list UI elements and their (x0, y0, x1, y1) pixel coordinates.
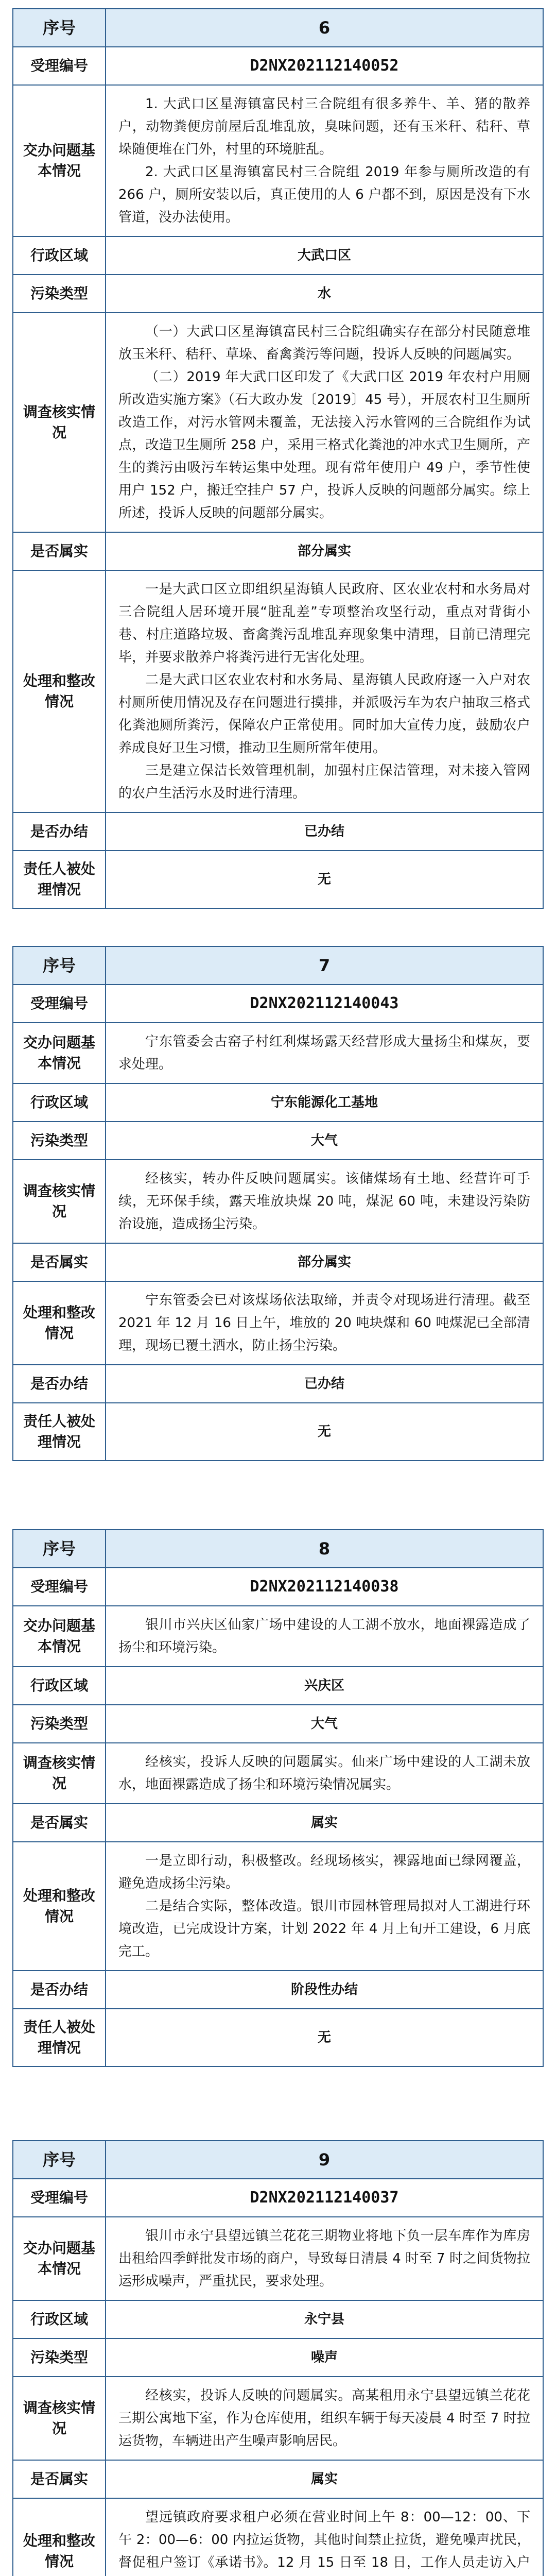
row-region (13, 1084, 543, 1122)
value-seq: 8 (318, 1539, 331, 1558)
value-pollution: 大气 (310, 1716, 338, 1732)
value-verified: 属实 (310, 1815, 338, 1831)
row-issue (13, 2217, 543, 2301)
label-handling: 处理和整改情况 (13, 1842, 106, 1970)
value-issue (106, 86, 543, 236)
value-case-no: D2NX202112140043 (250, 994, 399, 1012)
row-closed (13, 1365, 543, 1403)
value-accountability: 无 (317, 872, 331, 887)
row-closed (13, 1971, 543, 2009)
value-seq: 7 (318, 956, 331, 975)
label-accountability: 责任人被处理情况 (13, 851, 106, 908)
label-closed: 是否办结 (13, 813, 106, 850)
investigation-paragraph: （一）大武口区星海镇富民村三合院组确实存在部分村民随意堆放玉米秆、秸秆、草垛、畜禽粪污等问题，投诉人反映的问题属实。 (118, 324, 530, 362)
row-verified (13, 1804, 543, 1842)
value-case-no: D2NX202112140037 (250, 2189, 399, 2207)
label-region: 行政区域 (13, 2301, 106, 2338)
row-verified (13, 533, 543, 571)
label-verified: 是否属实 (13, 1804, 106, 1841)
label-seq: 序号 (13, 9, 106, 46)
value-handling (106, 1842, 543, 1970)
handling-paragraph: 二是结合实际，整体改造。银川市园林管理局拟对人工湖进行环境改造，已完成设计方案，计划 2022 年 4 月上旬开工建设，6 月底完工。 (118, 1899, 530, 1959)
row-seq (13, 2141, 543, 2179)
label-verified: 是否属实 (13, 2461, 106, 2498)
label-region: 行政区域 (13, 1084, 106, 1121)
case-card (12, 1529, 544, 2067)
label-accountability: 责任人被处理情况 (13, 2009, 106, 2066)
row-investigation (13, 313, 543, 533)
label-pollution: 污染类型 (13, 1705, 106, 1742)
value-case-no: D2NX202112140052 (250, 57, 399, 75)
value-accountability: 无 (317, 1424, 331, 1439)
label-pollution: 污染类型 (13, 2339, 106, 2376)
case-card (12, 8, 544, 909)
row-seq (13, 1530, 543, 1568)
row-case-no (13, 2179, 543, 2217)
row-region (13, 237, 543, 275)
label-seq: 序号 (13, 1530, 106, 1567)
label-issue: 交办问题基本情况 (13, 1023, 106, 1083)
row-handling (13, 1842, 543, 1971)
value-closed: 已办结 (304, 824, 344, 839)
case-card (12, 2140, 544, 2576)
value-accountability: 无 (317, 2030, 331, 2045)
value-seq: 6 (318, 18, 331, 38)
row-issue (13, 86, 543, 237)
label-handling: 处理和整改情况 (13, 2499, 106, 2576)
label-case-no: 受理编号 (13, 47, 106, 84)
value-closed: 阶段性办结 (290, 1982, 358, 1997)
row-handling (13, 571, 543, 813)
handling-paragraph: 一是立即行动，积极整改。经现场核实，裸露地面已绿网覆盖，避免造成扬尘污染。 (118, 1853, 530, 1891)
issue-paragraph: 2. 大武口区星海镇富民村三合院组 2019 年参与厕所改造的有 266 户，厕所安装以后，真正使用的人 6 户都不到，原因是没有下水管道，没办法使用。 (118, 164, 530, 225)
label-case-no: 受理编号 (13, 2179, 106, 2216)
value-investigation (106, 1160, 543, 1243)
issue-paragraph: 宁东管委会古窑子村红利煤场露天经营形成大量扬尘和煤灰，要求处理。 (118, 1034, 530, 1072)
label-accountability: 责任人被处理情况 (13, 1403, 106, 1460)
row-pollution (13, 2339, 543, 2377)
row-verified (13, 2461, 543, 2499)
label-pollution: 污染类型 (13, 1122, 106, 1159)
handling-paragraph: 一是大武口区立即组织星海镇人民政府、区农业农村和水务局对三合院组人居环境开展“脏乱差”专项整治攻坚行动，重点对背街小巷、村庄道路垃圾、畜禽粪污乱堆乱弃现象集中清理，目前已清理完毕，并要求散养户将粪污进行无害化处理。 (118, 582, 530, 665)
row-seq (13, 9, 543, 47)
label-issue: 交办问题基本情况 (13, 86, 106, 236)
label-verified: 是否属实 (13, 1244, 106, 1281)
row-investigation (13, 2377, 543, 2461)
investigation-paragraph: 经核实，投诉人反映的问题属实。高某租用永宁县望远镇兰花花三期公寓地下室，作为仓库使用，组织车辆于每天凌晨 4 时至 7 时拉运货物，车辆进出产生噪声影响居民。 (118, 2388, 530, 2449)
value-verified: 部分属实 (297, 1255, 351, 1270)
value-pollution: 大气 (310, 1133, 338, 1148)
label-seq: 序号 (13, 947, 106, 984)
value-region: 大武口区 (297, 248, 351, 263)
label-region: 行政区域 (13, 237, 106, 274)
value-issue (106, 1023, 543, 1083)
label-verified: 是否属实 (13, 533, 106, 570)
value-issue (106, 2217, 543, 2300)
row-case-no (13, 1568, 543, 1606)
investigation-paragraph: 经核实，转办件反映问题属实。该储煤场有土地、经营许可手续，无环保手续，露天堆放块煤 20 吨，煤泥 60 吨，未建设污染防治设施，造成扬尘污染。 (118, 1171, 530, 1232)
label-seq: 序号 (13, 2141, 106, 2178)
case-card (12, 946, 544, 1461)
value-investigation (106, 1743, 543, 1803)
label-handling: 处理和整改情况 (13, 571, 106, 812)
row-issue (13, 1606, 543, 1667)
row-accountability (13, 851, 543, 908)
label-handling: 处理和整改情况 (13, 1282, 106, 1364)
row-investigation (13, 1160, 543, 1244)
value-case-no: D2NX202112140038 (250, 1578, 399, 1596)
label-closed: 是否办结 (13, 1971, 106, 2008)
row-issue (13, 1023, 543, 1084)
row-handling (13, 2499, 543, 2576)
value-closed: 已办结 (304, 1376, 344, 1392)
value-pollution: 水 (317, 286, 331, 301)
row-case-no (13, 985, 543, 1023)
row-accountability (13, 2009, 543, 2066)
handling-paragraph: 二是大武口区农业农村和水务局、星海镇人民政府逐一入户对农村厕所使用情况及存在问题进行摸排，并派吸污车为农户抽取三格式化粪池厕所粪污，保障农户正常使用。同时加大宣传力度，鼓励农户养成良好卫生习惯，推动卫生厕所常年使用。 (118, 672, 530, 756)
label-investigation: 调查核实情况 (13, 313, 106, 532)
label-region: 行政区域 (13, 1667, 106, 1704)
label-case-no: 受理编号 (13, 985, 106, 1022)
issue-paragraph: 1. 大武口区星海镇富民村三合院组有很多养牛、羊、猪的散养户，动物粪便房前屋后乱堆乱放，臭味问题，还有玉米秆、秸秆、草垛随便堆在门外，村里的环境脏乱。 (118, 96, 530, 157)
row-verified (13, 1244, 543, 1282)
value-investigation (106, 2377, 543, 2460)
label-issue: 交办问题基本情况 (13, 2217, 106, 2300)
issue-paragraph: 银川市永宁县望远镇兰花花三期物业将地下负一层车库作为库房出租给四季鲜批发市场的商户，导致每日清晨 4 时至 7 时之间货物拉运形成噪声，严重扰民，要求处理。 (118, 2228, 530, 2289)
row-pollution (13, 1705, 543, 1743)
value-region: 永宁县 (304, 2312, 344, 2327)
value-handling (106, 571, 543, 812)
investigation-paragraph: （二）2019 年大武口区印发了《大武口区 2019 年农村户用厕所改造实施方案》（石大政办发〔2019〕45 号），开展农村卫生厕所改造工作，对污水管网未覆盖，无法接入污水管网的三合院组作为试点，改造卫生厕所 258 户，采用三格式化粪池的冲水式卫生厕所，产生的粪污由吸污车转运集中处理。现有常年使用户 49 户，季节性使用户 152 户，搬迁空挂户 57 户，投诉人反映的问题部分属实。综上所述，投诉人反映的问题部分属实。 (118, 369, 530, 521)
investigation-paragraph: 经核实，投诉人反映的问题属实。仙来广场中建设的人工湖未放水，地面裸露造成了扬尘和环境污染情况属实。 (118, 1754, 530, 1792)
row-region (13, 2301, 543, 2339)
value-handling (106, 1282, 543, 1364)
value-region: 宁东能源化工基地 (270, 1095, 378, 1110)
value-verified: 属实 (310, 2471, 338, 2487)
issue-paragraph: 银川市兴庆区仙家广场中建设的人工湖不放水，地面裸露造成了扬尘和环境污染。 (118, 1617, 530, 1655)
row-accountability (13, 1403, 543, 1460)
value-investigation (106, 313, 543, 532)
label-case-no: 受理编号 (13, 1568, 106, 1605)
row-pollution (13, 275, 543, 313)
label-closed: 是否办结 (13, 1365, 106, 1402)
row-handling (13, 1282, 543, 1365)
value-handling (106, 2499, 543, 2576)
row-pollution (13, 1122, 543, 1160)
label-investigation: 调查核实情况 (13, 2377, 106, 2460)
handling-paragraph: 望远镇政府要求租户必须在营业时间上午 8：00—12：00、下午 2：00—6：00 内拉运货物，其他时间禁止拉货，避免噪声扰民，督促租户签订《承诺书》。12 月 15 日至 18 日，工作人员走访入户 (118, 2510, 530, 2570)
row-investigation (13, 1743, 543, 1804)
value-issue (106, 1606, 543, 1666)
label-investigation: 调查核实情况 (13, 1743, 106, 1803)
label-investigation: 调查核实情况 (13, 1160, 106, 1243)
label-issue: 交办问题基本情况 (13, 1606, 106, 1666)
label-pollution: 污染类型 (13, 275, 106, 312)
handling-paragraph: 三是建立保洁长效管理机制，加强村庄保洁管理，对未接入管网的农户生活污水及时进行清理。 (118, 763, 530, 801)
value-verified: 部分属实 (297, 544, 351, 559)
row-seq (13, 947, 543, 985)
row-region (13, 1667, 543, 1705)
value-pollution: 噪声 (310, 2350, 338, 2365)
handling-paragraph: 宁东管委会已对该煤场依法取缔，并责令对现场进行清理。截至 2021 年 12 月 16 日上午，堆放的 20 吨块煤和 60 吨煤泥已全部清理，现场已覆土洒水，防止扬尘污染。 (118, 1293, 530, 1353)
row-case-no (13, 47, 543, 86)
value-region: 兴庆区 (304, 1678, 344, 1693)
value-seq: 9 (318, 2150, 331, 2170)
row-closed (13, 813, 543, 851)
